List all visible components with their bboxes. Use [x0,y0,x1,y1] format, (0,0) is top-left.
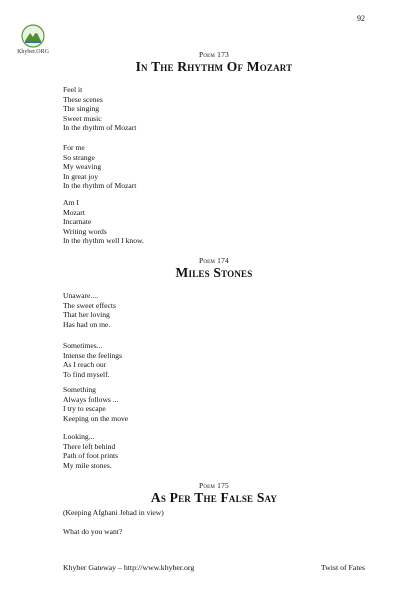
poem-line: To find myself. [63,369,110,379]
poem-number: Poem 175 [198,481,229,490]
poem-line: Sometimes... [63,341,103,350]
poem-line: Always follows ... [63,394,119,404]
poem-line: Has had on me. [63,319,111,329]
page-number: 92 [357,14,365,23]
poem-line: Looking... [63,432,95,441]
poem-number: Poem 174 [198,256,229,265]
poem-line: There left behind [63,441,116,451]
mountain-logo-icon [21,24,45,48]
poem-line: The sweet effects [63,300,116,310]
poem-line: Feel it [63,85,83,94]
stanza [63,198,144,246]
poem-line: That her loving [63,310,110,320]
poem-line: What do you want? [63,527,123,536]
poem-line: In the rhythm of Mozart [63,181,137,191]
poem-line: My weaving [63,162,102,172]
stanza [63,527,122,537]
poem-line: Something [63,385,96,394]
poem-title: In The Rhythm Of Mozart [135,59,293,74]
poem-line: Mozart [63,207,85,217]
poem-title: Miles Stones [175,265,253,280]
poem-line: These scenes [63,94,103,104]
poem-line: Writing words [63,226,107,236]
stanza [63,143,136,191]
poem-line: The singing [63,104,100,114]
poem-line: Keeping on the move [63,413,129,423]
poem-line: In the rhythm well I know. [63,236,144,246]
poem-line: Sweet music [63,113,102,123]
stanza [63,432,118,470]
poem-line: Incarnate [63,217,92,227]
footer-site-link[interactable]: Khyber Gateway – http://www.khyber.org [63,563,195,572]
site-logo [8,24,58,55]
stanza [63,341,122,379]
poem-line: In the rhythm of Mozart [63,123,137,133]
poem-title: As Per The False Say [150,490,278,505]
stanza [63,291,116,329]
poem-subtitle-note: (Keeping Afghani Jehad in view) [63,508,164,517]
logo-text: Khyber.ORG [17,49,49,55]
poem-line: Intense the feelings [63,350,123,360]
footer-book-title: Twist of Fates [320,563,365,572]
poem-line: Am I [63,198,79,207]
poem-line: For me [63,143,85,152]
stanza [63,85,136,133]
poem-number: Poem 173 [198,50,229,59]
poem-line: Path of foot prints [63,451,119,461]
poem-line: So strange [63,152,95,162]
poem-line: Unaware.... [63,291,98,300]
stanza [63,385,128,423]
poem-line: My mile stones. [63,460,112,470]
poem-line: I try to escape [63,404,106,414]
poem-line: As I reach our [63,360,107,370]
poem-line: In great joy [63,171,99,181]
